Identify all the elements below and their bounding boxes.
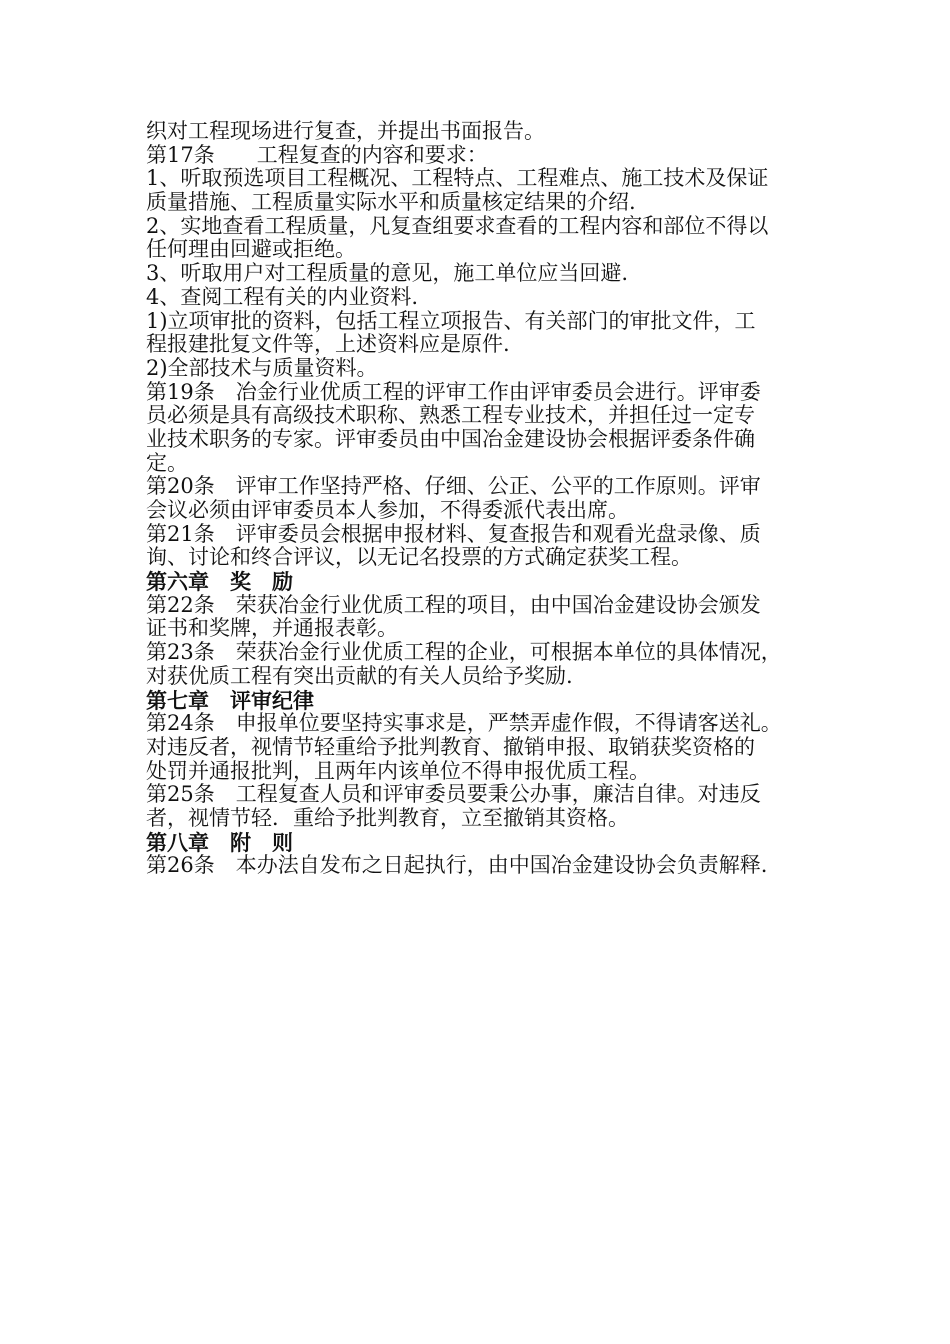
text-line: 质量措施、工程质量实际水平和质量核定结果的介绍. bbox=[146, 191, 636, 215]
text-line: 员必须是具有高级技术职称、熟悉工程专业技术，并担任过一定专 bbox=[146, 404, 755, 428]
text-line: 1、听取预选项目工程概况、工程特点、工程难点、施工技术及保证 bbox=[146, 167, 769, 191]
text-line: 第19条 冶金行业优质工程的评审工作由评审委员会进行。评审委 bbox=[146, 380, 761, 404]
text-line: 2)全部技术与质量资料。 bbox=[146, 356, 378, 380]
text-line: 程报建批复文件等，上述资料应是原件. bbox=[146, 333, 510, 357]
text-line: 证书和奖牌，并通报表彰。 bbox=[146, 617, 398, 641]
text-line: 1)立项审批的资料，包括工程立项报告、有关部门的审批文件，工 bbox=[146, 309, 756, 333]
text-line: 第23条 荣获冶金行业优质工程的企业，可根据本单位的具体情况， bbox=[146, 641, 782, 665]
text-line: 第24条 申报单位要坚持实事求是，严禁弄虚作假，不得请客送礼。 bbox=[146, 712, 782, 736]
text-line: 任何理由回避或拒绝。 bbox=[146, 238, 356, 262]
text-line: 者，视情节轻．重给予批判教育，立至撤销其资格。 bbox=[146, 806, 629, 830]
chapter-heading: 第七章 评审纪律 bbox=[146, 688, 314, 713]
text-line: 对违反者，视情节轻重给予批判教育、撤销申报、取销获奖资格的 bbox=[146, 735, 755, 759]
text-line: 第17条 工程复查的内容和要求： bbox=[146, 143, 488, 167]
text-line: 对获优质工程有突出贡献的有关人员给予奖励. bbox=[146, 664, 573, 688]
text-line: 处罚并通报批判，且两年内该单位不得申报优质工程。 bbox=[146, 759, 650, 783]
text-line: 第21条 评审委员会根据申报材料、复查报告和观看光盘录像、质 bbox=[146, 522, 761, 546]
text-line: 织对工程现场进行复查，并提出书面报告。 bbox=[146, 120, 545, 143]
text-line: 询、讨论和终合评议，以无记名投票的方式确定获奖工程。 bbox=[146, 546, 692, 570]
text-line: 第20条 评审工作坚持严格、仔细、公正、公平的工作原则。评审 bbox=[146, 475, 761, 499]
text-line: 2、实地查看工程质量，凡复查组要求查看的工程内容和部位不得以 bbox=[146, 214, 769, 238]
chapter-heading: 第六章 奖 励 bbox=[146, 570, 293, 594]
chapter-heading: 第八章 附 则 bbox=[146, 830, 293, 855]
text-line: 4、查阅工程有关的内业资料. bbox=[146, 285, 419, 309]
text-line: 第26条 本办法自发布之日起执行，由中国冶金建设协会负责解释. bbox=[146, 854, 768, 878]
text-line: 定。 bbox=[146, 451, 188, 475]
text-line: 会议必须由评审委员本人参加，不得委派代表出席。 bbox=[146, 499, 629, 522]
document-page bbox=[146, 120, 826, 878]
text-line: 第22条 荣获冶金行业优质工程的项目，由中国冶金建设协会颁发 bbox=[146, 593, 761, 617]
text-line: 3、听取用户对工程质量的意见，施工单位应当回避. bbox=[146, 262, 629, 286]
document-body bbox=[146, 120, 826, 878]
text-line: 业技术职务的专家。评审委员由中国冶金建设协会根据评委条件确 bbox=[146, 427, 755, 451]
text-line: 第25条 工程复查人员和评审委员要秉公办事，廉洁自律。对违反 bbox=[146, 783, 761, 807]
